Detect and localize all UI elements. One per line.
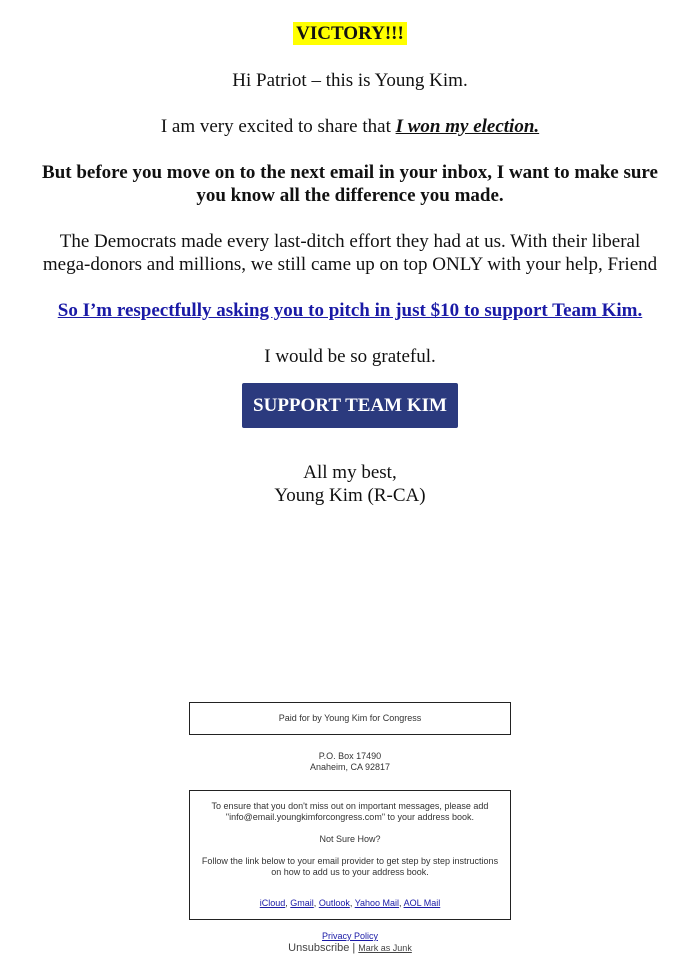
outlook-link[interactable]: Outlook	[318, 898, 350, 908]
pipe-separator: |	[349, 942, 359, 954]
provider-links	[200, 898, 500, 909]
privacy-policy-link[interactable]: Privacy Policy	[321, 931, 378, 941]
paid-for-text: Paid for by Young Kim for Congress	[278, 713, 422, 723]
mark-as-junk-link[interactable]: Mark as Junk	[358, 943, 412, 953]
yahoo-mail-link[interactable]: Yahoo Mail	[354, 898, 400, 908]
follow-text: Follow the link below to your email provider to get step by step instructions on how to add us to your address book.	[201, 856, 499, 877]
won-election-emphasis: I won my election.	[395, 116, 540, 137]
aol-mail-link[interactable]: AOL Mail	[403, 898, 441, 908]
unsubscribe-text[interactable]: Unsubscribe	[288, 942, 350, 954]
email-footer	[0, 702, 700, 955]
email-body	[40, 0, 660, 507]
separator: ,	[399, 898, 404, 908]
separator: ,	[313, 898, 319, 908]
separator: ,	[285, 898, 291, 908]
victory-highlight: VICTORY!!!	[293, 22, 407, 45]
gmail-link[interactable]: Gmail	[290, 898, 314, 908]
donation-ask-link[interactable]: So I’m respectfully asking you to pitch in just $10 to support Team Kim.	[57, 300, 643, 321]
address-line-1: P.O. Box 17490	[318, 751, 382, 761]
unsubscribe-row	[0, 942, 700, 955]
greeting-text: Hi Patriot – this is Young Kim.	[232, 70, 468, 91]
address-line-2: Anaheim, CA 92817	[309, 762, 391, 772]
difference-paragraph: But before you move on to the next email in your inbox, I want to make sure you know all the difference you made.	[42, 162, 658, 206]
grateful-text: I would be so grateful.	[264, 346, 436, 367]
icloud-link[interactable]: iCloud	[259, 898, 286, 908]
signoff-line: All my best,	[303, 462, 397, 483]
excited-paragraph	[40, 115, 660, 138]
signature-name: Young Kim (R-CA)	[274, 485, 426, 506]
excited-prefix: I am very excited to share that	[160, 116, 396, 137]
ensure-text: To ensure that you don't miss out on important messages, please add "info@email.youngkimforcongress.com" to your address book.	[211, 801, 489, 822]
democrats-paragraph: The Democrats made every last-ditch effort they had at us. With their liberal mega-donors and millions, we still came up on top ONLY with your help, Friend	[42, 231, 658, 275]
separator: ,	[349, 898, 355, 908]
donation-ask	[40, 299, 660, 322]
address-book-box	[189, 790, 511, 920]
privacy-row	[0, 931, 700, 942]
cta-wrapper	[40, 383, 660, 428]
not-sure-text: Not Sure How?	[319, 834, 381, 844]
victory-heading	[40, 22, 660, 45]
support-team-kim-button[interactable]: SUPPORT TEAM KIM	[242, 383, 458, 428]
signoff	[40, 461, 660, 507]
paid-for-box	[189, 702, 511, 735]
mailing-address	[0, 751, 700, 773]
